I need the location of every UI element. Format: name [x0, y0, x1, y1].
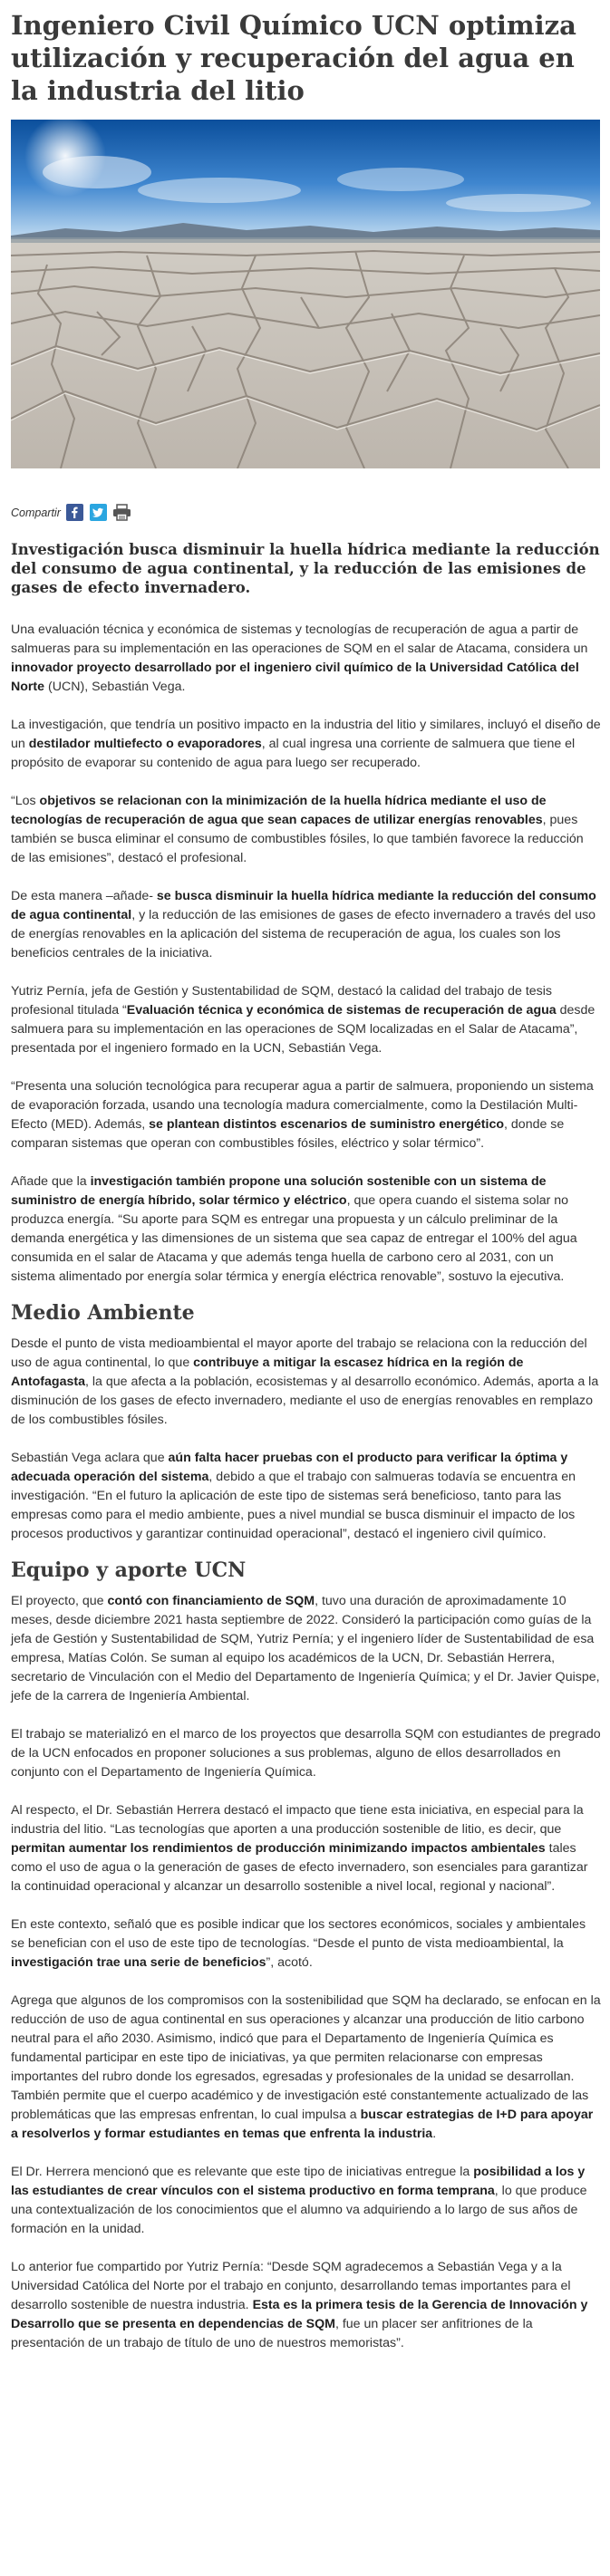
- share-bar: [11, 503, 601, 522]
- paragraph: Al respecto, el Dr. Sebastián Herrera destacó el impacto que tiene esta iniciativa, en especial para la industria del litio. “Las tecnologías que aporten a una producción sostenible de litio, es decir, que permitan aumentar los rendimientos de producción minimizando impactos ambientales tales como el uso de agua o la generación de gases de efecto invernadero, son esenciales para garantizar la continuidad operacional y alcanzar un desarrollo sostenible a nivel local, regional y nacional”.: [11, 1803, 588, 1894]
- emphasis: destilador multiefecto o evaporadores: [28, 737, 262, 751]
- paragraph: Una evaluación técnica y económica de sistemas y tecnologías de recuperación de agua a partir de salmueras para su implementación en las operaciones de SQM en el salar de Atacama, considera un innovador proyecto desarrollado por el ingeniero civil químico de la Universidad Católica del Norte (UCN), Sebastián Vega.: [11, 622, 588, 694]
- section-heading-equipo: Equipo y aporte UCN: [11, 1558, 247, 1582]
- paragraph: Agrega que algunos de los compromisos con la sostenibilidad que SQM ha declarado, se enfocan en la reducción de uso de agua continental en sus operaciones y alcanzar una producción de litio carbono neutral para el año 2030. Asimismo, indicó que para el Departamento de Ingeniería Química es fundamental participar en este tipo de iniciativas, ya que permiten relacionarse con empresas importantes del rubro donde los egresados, egresadas y profesionales de la unidad se desarrollan. También permite que el cuerpo académico y de investigación esté constantemente actualizado de las problemáticas que las empresas enfrentan, lo cual impulsa a buscar estrategias de I+D para apoyar a resolverlos y formar estudiantes en temas que enfrenta la industria.: [11, 1993, 601, 2141]
- paragraph: En este contexto, señaló que es posible indicar que los sectores económicos, sociales y ambientales se benefician con el uso de este tipo de tecnologías. “Desde el punto de vista medioambiental, la investigación trae una serie de beneficios”, acotó.: [11, 1917, 586, 1970]
- emphasis: innovador proyecto desarrollado por el ingeniero civil químico de la Universidad Católica del Norte: [11, 661, 579, 694]
- intro-paragraphs: [11, 621, 601, 1287]
- paragraph: El Dr. Herrera mencionó que es relevante que este tipo de iniciativas entregue la posibilidad a los y las estudiantes de crear vínculos con el sistema productivo en forma temprana, lo que produce una contextualización de los conocimientos que el alumno va adquiriendo a lo largo de sus años de formación en la unidad.: [11, 2165, 587, 2236]
- paragraph: La investigación, que tendría un positivo impacto en la industria del litio y similares, incluyó el diseño de un destilador multiefecto o evaporadores, al cual ingresa una corriente de salmuera que tiene el propósito de evaporar su contenido de agua para luego ser recuperado.: [11, 718, 601, 770]
- emphasis: buscar estrategias de I+D para apoyar a resolverlos y formar estudiantes en temas que enfrenta la industria: [11, 2108, 594, 2141]
- section-equipo: [11, 1592, 601, 2353]
- hero-image: [11, 120, 600, 468]
- emphasis: contribuye a mitigar la escasez hídrica en la región de Antofagasta: [11, 1356, 524, 1389]
- emphasis: Esta es la primera tesis de la Gerencia de Innovación y Desarrollo que se presenta en dependencias de SQM: [11, 2298, 588, 2331]
- paragraph: De esta manera –añade- se busca disminuir la huella hídrica mediante la reducción del consumo de agua continental, y la reducción de las emisiones de gases de efecto invernadero a través del uso de energías renovables en la aplicación del sistema de recuperación de agua, los cuales son los beneficios centrales de la iniciativa.: [11, 889, 596, 960]
- paragraph: Añade que la investigación también propone una solución sostenible con un sistema de suministro de energía híbrido, solar térmico y eléctrico, que opera cuando el sistema solar no produzca energía. “Su aporte para SQM es entregar una propuesta y un cálculo preliminar de la demanda energética y las dimensiones de un sistema que sea capaz de entregar el 100% del agua consumida en el salar de Atacama y que además tenga huella de carbono cero al 2031, con un sistema alimentado por energía solar térmica y energía eléctrica renovable”, sostuvo la ejecutiva.: [11, 1174, 577, 1284]
- paragraph: “Los objetivos se relacionan con la minimización de la huella hídrica mediante el uso de tecnologías de recuperación de agua que sean capaces de utilizar energías renovables, pues también se busca eliminar el consumo de combustibles fósiles, lo que también favorece la reducción de las emisiones”, destacó el profesional.: [11, 794, 584, 865]
- emphasis: se busca disminuir la huella hídrica mediante la reducción del consumo de agua continental: [11, 889, 596, 922]
- section-heading-medio-ambiente: Medio Ambiente: [11, 1301, 195, 1325]
- emphasis: Evaluación técnica y económica de sistemas de recuperación de agua: [126, 1003, 557, 1018]
- paragraph: Desde el punto de vista medioambiental el mayor aporte del trabajo se relaciona con la reducción del uso de agua continental, lo que contribuye a mitigar la escasez hídrica en la región de Antofagasta, la que afecta a la población, ecosistemas y al desarrollo económico. Además, aporta a la disminución de los gases de efecto invernadero, mediante el uso de energías renovables en remplazo de los combustibles fósiles.: [11, 1336, 599, 1427]
- emphasis: objetivos se relacionan con la minimización de la huella hídrica mediante el uso de tecnologías de recuperación de agua que sean capaces de utilizar energías renovables: [11, 794, 547, 827]
- article-title: Ingeniero Civil Químico UCN optimiza utilización y recuperación del agua en la industria del litio: [11, 10, 576, 106]
- print-icon[interactable]: [112, 503, 131, 522]
- emphasis: contó con financiamiento de SQM: [107, 1594, 315, 1608]
- emphasis: se plantean distintos escenarios de suministro energético: [149, 1117, 505, 1132]
- emphasis: investigación también propone una solución sostenible con un sistema de suministro de energía híbrido, solar térmico y eléctrico: [11, 1174, 547, 1208]
- share-label: Compartir: [11, 506, 61, 519]
- emphasis: investigación trae una serie de beneficios: [11, 1955, 266, 1970]
- article-lead: Investigación busca disminuir la huella hídrica mediante la reducción del consumo de agua continental, y la reducción de las emisiones de gases de efecto invernadero.: [11, 541, 600, 596]
- emphasis: aún falta hacer pruebas con el producto para verificar la óptima y adecuada operación del sistema: [11, 1451, 568, 1484]
- paragraph: “Presenta una solución tecnológica para recuperar agua a partir de salmuera, proponiendo un sistema de evaporación forzada, usando una tecnología madura comercialmente, como la Destilación Multi-Efecto (MED). Además, se plantean distintos escenarios de suministro energético, donde se comparan sistemas que operan con combustibles fósiles, eléctrico y solar térmico”.: [11, 1079, 594, 1151]
- emphasis: permitan aumentar los rendimientos de producción minimizando impactos ambientales: [11, 1841, 546, 1856]
- facebook-icon[interactable]: [65, 503, 84, 522]
- paragraph: Sebastián Vega aclara que aún falta hacer pruebas con el producto para verificar la óptima y adecuada operación del sistema, debido a que el trabajo con salmueras todavía se encuentra en investigación. “En el futuro la aplicación de este tipo de sistemas será beneficioso, tanto para las empresas como para el medio ambiente, pues a nivel mundial se busca disminuir el impacto de los procesos productivos y garantizar continuidad operacional”, destacó el ingeniero civil químico.: [11, 1451, 576, 1541]
- twitter-icon[interactable]: [89, 503, 108, 522]
- paragraph: El trabajo se materializó en el marco de los proyectos que desarrolla SQM con estudiantes de pregrado de la UCN enfocados en proponer soluciones a sus problemas, alguno de ellos desarrollados en conjunto con el Departamento de Ingeniería Química.: [11, 1727, 601, 1780]
- section-medio-ambiente: [11, 1335, 601, 1544]
- paragraph: Yutriz Pernía, jefa de Gestión y Sustentabilidad de SQM, destacó la calidad del trabajo de tesis profesional titulada “Evaluación técnica y económica de sistemas de recuperación de agua desde salmuera para su implementación en las operaciones de SQM localizadas en el Salar de Atacama”, presentada por el ingeniero formado en la UCN, Sebastián Vega.: [11, 984, 595, 1056]
- paragraph: El proyecto, que contó con financiamiento de SQM, tuvo una duración de aproximadamente 10 meses, desde diciembre 2021 hasta septiembre de 2022. Consideró la participación como guías de la jefa de Gestión y Sustentabilidad de SQM, Yutriz Pernía; y el ingeniero líder de Sustentabilidad de esa empresa, Matías Colón. Se suman al equipo los académicos de la UCN, Dr. Sebastián Herrera, secretario de Vinculación con el Medio del Departamento de Ingeniería Química; y el Dr. Javier Quispe, jefe de la carrera de Ingeniería Ambiental.: [11, 1594, 600, 1703]
- paragraph: Lo anterior fue compartido por Yutriz Pernía: “Desde SQM agradecemos a Sebastián Vega y a la Universidad Católica del Norte por el trabajo en conjunto, desarrollando temas importantes para el desarrollo sostenible de nuestra industria. Esta es la primera tesis de la Gerencia de Innovación y Desarrollo que se presenta en dependencias de SQM, fue un placer ser anfitriones de la presentación de un trabajo de título de uno de nuestros memoristas”.: [11, 2260, 588, 2350]
- emphasis: posibilidad a los y las estudiantes de crear vínculos con el sistema productivo en forma temprana: [11, 2165, 586, 2198]
